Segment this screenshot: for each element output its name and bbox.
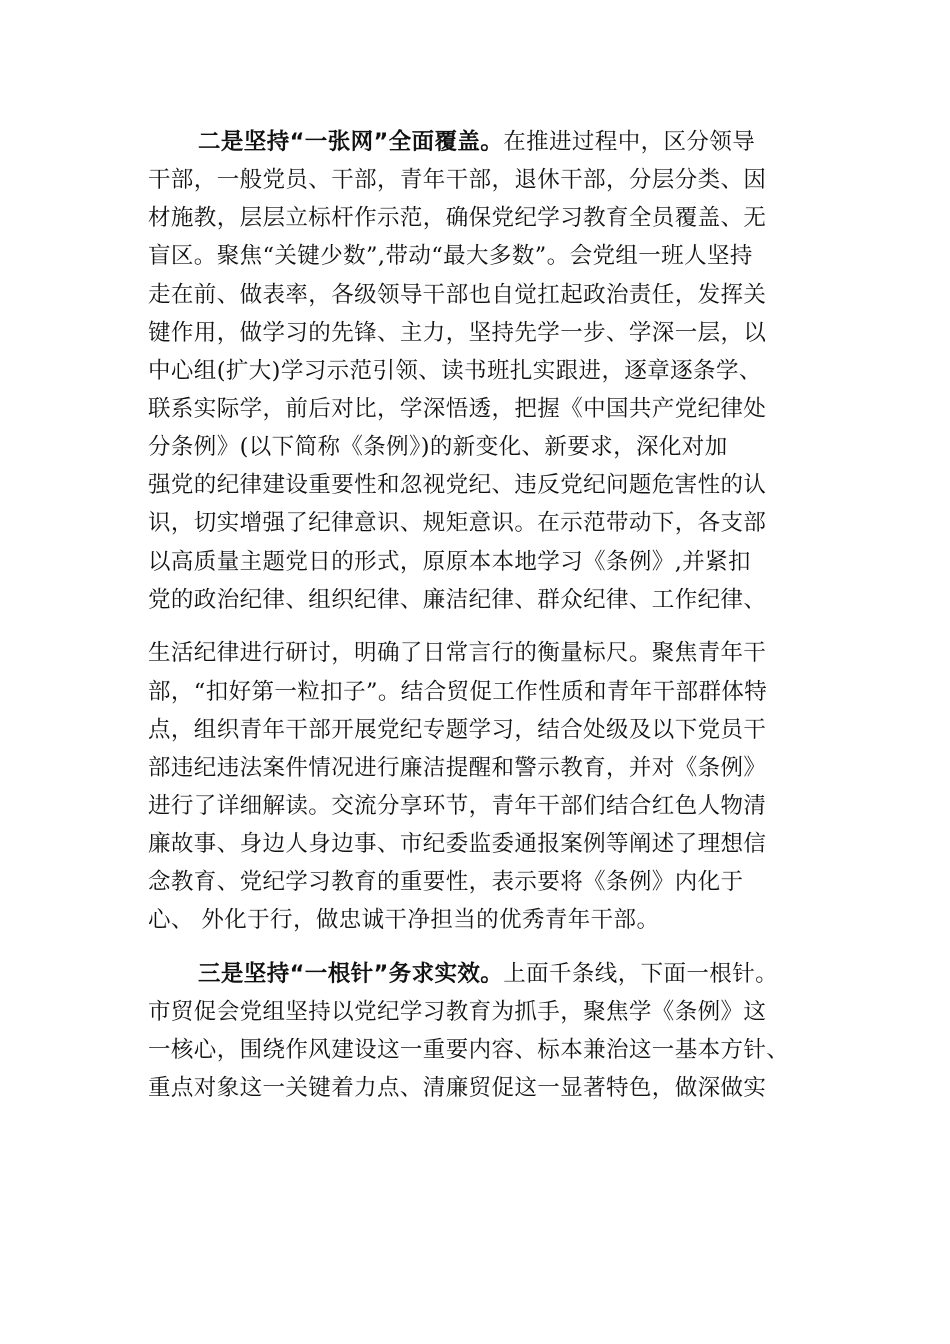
paragraph-1-line-19: 念教育、党纪学习教育的重要性，表示要将《条例》内化于 — [148, 869, 744, 895]
paragraph-2-line-1: 市贸促会党组坚持以党纪学习教育为抓手，聚焦学《条例》这 — [148, 999, 767, 1025]
paragraph-1-heading: 二是坚持“一张网”全面覆盖。 — [198, 129, 504, 155]
paragraph-1-line-10: 识，切实增强了纪律意识、规矩意识。在示范带动下，各支部 — [148, 510, 767, 536]
paragraph-1-line-9: 强党的纪律建设重要性和忽视党纪、违反党纪问题危害性的认 — [148, 472, 767, 498]
paragraph-2-first-line — [198, 957, 778, 991]
paragraph-1-line-13: 生活纪律进行研讨，明确了日常言行的衡量标尺。聚焦青年干 — [148, 640, 767, 666]
paragraph-1-line-14: 部，“扣好第一粒扣子”。结合贸促工作性质和青年干部群体特 — [148, 679, 768, 705]
paragraph-1-line-3: 盲区。聚焦“关键少数”,带动“最大多数”。会党组一班人坚持 — [148, 243, 753, 269]
paragraph-2-line-0: 上面千条线，下面一根针。 — [503, 961, 778, 987]
paragraph-1-line-15: 点，组织青年干部开展党纪专题学习，结合处级及以下党员干 — [148, 717, 767, 743]
paragraph-1-line-5: 键作用，做学习的先锋、主力，坚持先学一步、学深一层，以 — [148, 320, 767, 346]
paragraph-1-line-20: 心、 外化于行，做忠诚干净担当的优秀青年干部。 — [148, 907, 660, 933]
paragraph-1-line-2: 材施教，层层立标杆作示范，确保党纪学习教育全员覆盖、无 — [148, 205, 767, 231]
paragraph-2-line-2: 一核心，围绕作风建设这一重要内容、标本兼治这一基本方针、 — [148, 1037, 790, 1063]
paragraph-2-line-3: 重点对象这一关键着力点、清廉贸促这一显著特色，做深做实 — [148, 1075, 767, 1101]
paragraph-1-first-line — [198, 125, 755, 159]
paragraph-1-line-6: 中心组(扩大)学习示范引领、读书班扎实跟进，逐章逐条学、 — [148, 358, 762, 384]
paragraph-1-line-18: 廉故事、身边人身边事、市纪委监委通报案例等阐述了理想信 — [148, 831, 767, 857]
paragraph-1-line-11: 以高质量主题党日的形式，原原本本地学习《条例》,并紧扣 — [148, 549, 751, 575]
paragraph-1-line-12: 党的政治纪律、组织纪律、廉洁纪律、群众纪律、工作纪律、 — [148, 587, 767, 613]
paragraph-2-heading: 三是坚持“一根针”务求实效。 — [198, 961, 504, 987]
paragraph-1-line-16: 部违纪违法案件情况进行廉洁提醒和警示教育，并对《条例》 — [148, 755, 767, 781]
paragraph-1-line-1: 干部，一般党员、干部，青年干部，退休干部，分层分类、因 — [148, 167, 767, 193]
paragraph-1-line-0: 在推进过程中，区分领导 — [503, 129, 756, 155]
paragraph-1-line-17: 进行了详细解读。交流分享环节，青年干部们结合红色人物清 — [148, 793, 767, 819]
paragraph-1-line-7: 联系实际学，前后对比，学深悟透，把握《中国共产党纪律处 — [148, 396, 767, 422]
paragraph-1-line-8: 分条例》(以下简称《条例》)的新变化、新要求，深化对加 — [148, 434, 728, 460]
paragraph-1-line-4: 走在前、做表率，各级领导干部也自觉扛起政治责任，发挥关 — [148, 282, 767, 308]
